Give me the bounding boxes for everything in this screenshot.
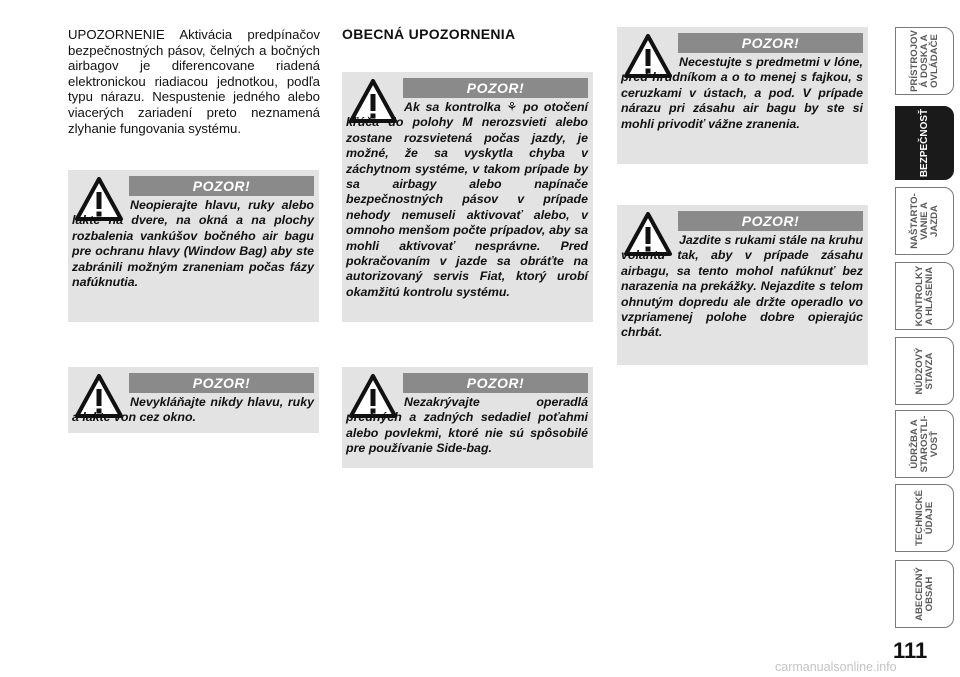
warning-label: POZOR!	[129, 373, 314, 393]
chapter-tabs	[895, 0, 960, 677]
tab-label: NAŠTARTO- VANIE A JAZDA	[908, 193, 940, 249]
watermark: carmanualsonline.info	[775, 660, 897, 674]
warning-text: Neopierajte hlavu, ruky alebo lakte na dvere, na okná a na plochy rozbalenia vankúšov bočného air bagu pre ochranu hlavy (Window Bag) aby ste zabránili možným zraneniam počas fázy nafúknutia.	[72, 198, 314, 290]
section-title: OBECNÁ UPOZORNENIA	[342, 26, 516, 42]
intro-paragraph: UPOZORNENIE Aktivácia predpínačov bezpečnostných pásov, čelných a bočných airbagov je diferencovane riadená elektronickou riadiacou jednotkou, podľa typu nárazu. Nespustenie jedného alebo viacerých zariadení preto neznamená zlyhanie fungovania systému.	[68, 27, 320, 136]
warning-box	[68, 170, 319, 322]
tab-nudzovy-stav[interactable]	[895, 337, 954, 405]
tab-nastartovanie[interactable]	[895, 187, 954, 255]
tab-label: TECHNICKÉ ÚDAJE	[913, 490, 935, 546]
tab-label: PRÍSTROJOV Á DOSKA A OVLÁDAČE	[908, 30, 940, 92]
tab-bezpecnost[interactable]	[895, 106, 954, 180]
warning-text: Necestujte s predmetmi v lóne, pred hrudníkom a o to menej s fajkou, s ceruzkami v ústach, a pod. V prípade nárazu pri zásahu air bagu by ste si mohli privodiť vážne zranenia.	[621, 55, 863, 131]
tab-label: ÚDRŽBA A STAROSTLI- VOSŤ	[908, 415, 940, 473]
warning-box	[617, 27, 868, 164]
warning-text: Jazdite s rukami stále na kruhu volantu tak, aby v prípade zásahu airbagu, sa tento mohol nafúknuť bez narazenia na prekážky. Nejazdite s telom ohnutým dopredu ale držte operadlo vo vzpriamenej polohe dobre opierajúc chrbát.	[621, 233, 863, 340]
warning-label: POZOR!	[403, 78, 588, 98]
tab-label: BEZPEČNOSŤ	[918, 108, 930, 178]
warning-text: Nevykláňajte nikdy hlavu, ruky a lakte von cez okno.	[72, 395, 314, 425]
warning-box	[342, 367, 593, 468]
warning-label: POZOR!	[403, 373, 588, 393]
tab-abecedny-obsah[interactable]	[895, 560, 954, 628]
warning-box	[617, 205, 868, 365]
tab-kontrolky[interactable]	[895, 262, 954, 330]
tab-label: ABECEDNÝ OBSAH	[913, 567, 935, 621]
tab-udrzba[interactable]	[895, 410, 954, 478]
warning-text: Ak sa kontrolka ⚘ po otočení kľúča do polohy M nerozsvieti alebo zostane rozsvietená počas jazdy, je možné, že sa vyskytla chyba v záchytnom systéme, v takom prípade by sa airbagy alebo napínače bezpečnostných pásov v prípade nehody nemuseli aktivovať alebo, v omnoho menšom počte prípadov, aby sa mohli aktivovať nesprávne. Pred pokračovaním v jazde sa obráťte na autorizovaný servis Fiat, ktorý urobí okamžitú kontrolu systému.	[346, 100, 588, 299]
warning-label: POZOR!	[678, 33, 863, 53]
warning-label: POZOR!	[129, 176, 314, 196]
warning-text: Nezakrývajte operadlá predných a zadných sedadiel poťahmi alebo povlekmi, ktoré nie sú spôsobilé pre používanie Side-bag.	[346, 395, 588, 456]
tab-technicke-udaje[interactable]	[895, 484, 954, 552]
warning-box	[342, 72, 593, 322]
tab-pristrojova-doska[interactable]	[895, 27, 954, 95]
warning-box	[68, 367, 319, 433]
tab-label: KONTROLKY A HLÁSENIA	[913, 265, 935, 327]
tab-label: NÚDZOVÝ STAVZA	[913, 347, 935, 395]
warning-label: POZOR!	[678, 211, 863, 231]
page-number: 111	[893, 638, 928, 663]
